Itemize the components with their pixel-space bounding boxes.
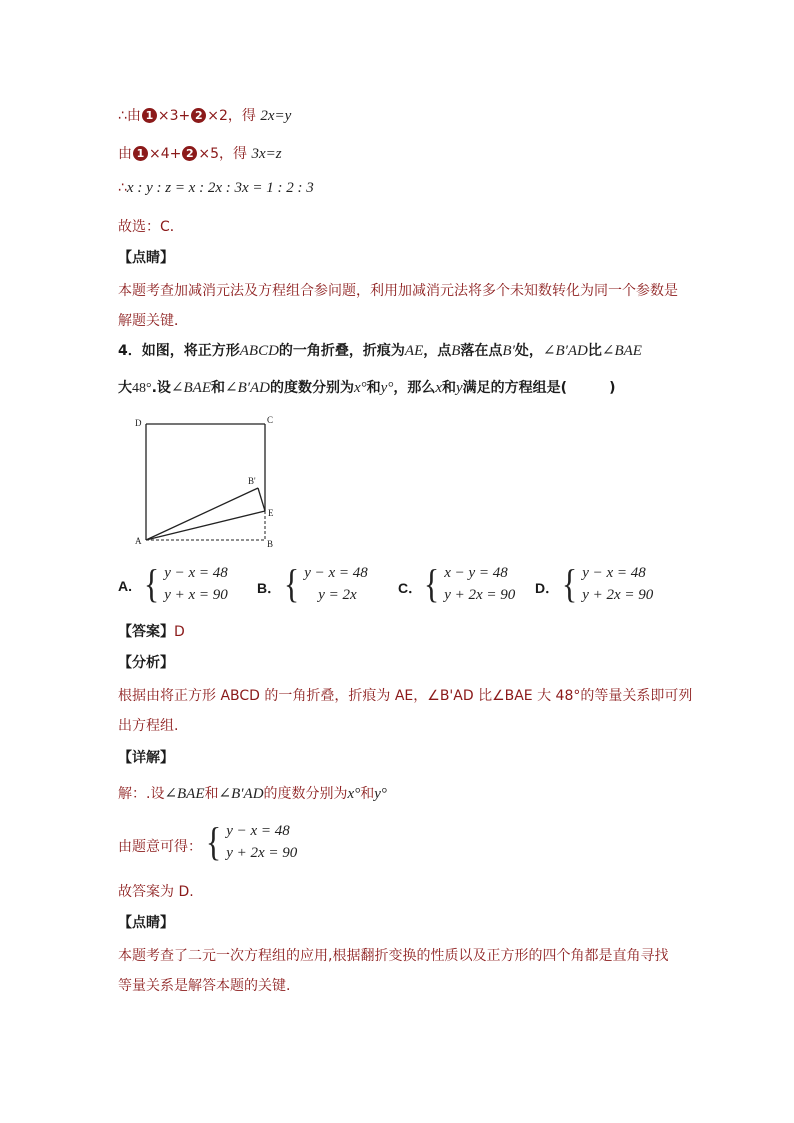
option-a-system: { y − x = 48 y + x = 90 (143, 561, 228, 606)
circled-number-1: 1 (133, 146, 148, 161)
detail-system: { y − x = 48 y + 2x = 90 (205, 819, 298, 864)
analysis-text-1: 根据由将正方形 ABCD 的一角折叠，折痕为 AE，∠B'AD 比∠BAE 大 48°的等量关系即可列 (118, 688, 693, 704)
brace-icon: { (561, 561, 578, 606)
option-d-system: { y − x = 48 y + 2x = 90 (561, 561, 654, 606)
label-b: B (267, 539, 274, 549)
label-d: D (135, 418, 142, 428)
segment-ab-prime (146, 488, 258, 540)
brace-icon: { (423, 561, 440, 606)
detail-conclusion: 故答案为 D. (118, 884, 194, 900)
fold-line-ae (146, 511, 265, 540)
equation-2x-y: 2x=y (260, 108, 292, 124)
brace-icon: { (205, 819, 222, 864)
segment-b-prime-e (258, 488, 265, 511)
dianjing-text-2b: 等量关系是解答本题的关键. (118, 978, 291, 994)
solution-line-1: ∴由 1 ×3+ 2 ×2，得 2x=y (118, 108, 292, 124)
question-line-2: 大48°.设∠BAE和∠B′AD的度数分别为x°和y°，那么x和y满足的方程组是( ) (118, 380, 616, 396)
analysis-label: 【分析】 (118, 655, 174, 671)
dianjing-text-1a: 本题考查加减消元法及方程组合参问题，利用加减消元法将多个未知数转化为同一个参数是 (118, 283, 678, 299)
ratio-equation: x : y : z = x : 2x : 3x = 1 : 2 : 3 (126, 180, 314, 196)
label-e: E (268, 508, 274, 518)
option-c-system: { x − y = 48 y + 2x = 90 (423, 561, 516, 606)
brace-icon: { (143, 561, 160, 606)
option-d-label: D． (535, 580, 560, 596)
question-line-1: 4．如图，将正方形ABCD的一角折叠，折痕为AE，点B落在点B′处，∠B′AD比∠BAE (118, 343, 642, 359)
solution-line-2: 由 1 ×4+ 2 ×5，得 3x=z (118, 146, 282, 162)
answer-line: 【答案】D (118, 624, 185, 640)
solution-line-3: ∴x : y : z = x : 2x : 3x = 1 : 2 : 3 (118, 180, 314, 196)
circled-number-2: 2 (191, 108, 206, 123)
label-b-prime: B' (248, 476, 256, 486)
analysis-text-2: 出方程组. (118, 718, 179, 734)
detail-label: 【详解】 (118, 750, 174, 766)
option-b-system: { y − x = 48 y = 2x (283, 561, 368, 606)
brace-icon: { (283, 561, 300, 606)
equation-3x-z: 3x=z (251, 146, 282, 162)
label-c: C (267, 415, 274, 425)
circled-number-1: 1 (142, 108, 157, 123)
detail-solve-line: 解：.设∠BAE和∠B′AD的度数分别为x°和y° (118, 786, 387, 802)
dianjing-label-1: 【点睛】 (118, 250, 174, 266)
circled-number-2: 2 (182, 146, 197, 161)
dianjing-text-1b: 解题关键． (118, 313, 188, 329)
detail-system-prefix: 由题意可得： (118, 839, 202, 855)
answer-choice: 故选：C． (118, 219, 184, 235)
option-c-label: C． (398, 580, 423, 596)
label-a: A (135, 536, 142, 546)
folded-square-figure (130, 410, 280, 550)
dianjing-label-2: 【点睛】 (118, 915, 174, 931)
dianjing-text-2a: 本题考查了二元一次方程组的应用,根据翻折变换的性质以及正方形的四个角都是直角寻找 (118, 948, 669, 964)
option-b-label: B． (257, 580, 282, 596)
option-a-label: A. (118, 578, 132, 594)
